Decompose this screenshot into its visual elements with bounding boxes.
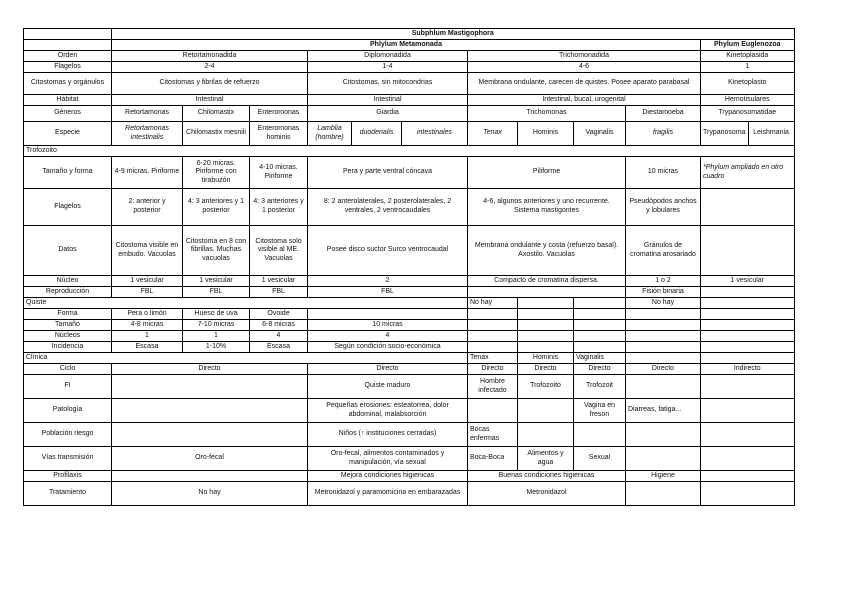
row-subphylum xyxy=(24,29,795,40)
phylum-metamonada-header: Phlylum Metamonada xyxy=(112,40,701,51)
fi-vaginalis: Trofozoit xyxy=(574,375,626,399)
row-trofo-datos xyxy=(24,226,795,276)
quiste-tamano-enteromonas: 6-8 micras xyxy=(250,320,308,331)
clinica-vaginalis: Vaginalis xyxy=(574,353,626,364)
row-label: Profilaxis xyxy=(24,471,112,482)
trofo-tamano-trichomonas: Piliforme xyxy=(468,157,626,189)
trofo-repro-chilomastix: FBL xyxy=(183,287,250,298)
row-label: Incidencia xyxy=(24,342,112,353)
trofo-flagelos-trichomonas: 4-6, algunos anteriores y uno recurrente. Sistema mastigontes xyxy=(468,189,626,226)
row-quiste-incidencia xyxy=(24,342,795,353)
ciclo-hominis: Directo xyxy=(518,364,574,375)
empty-cell xyxy=(468,287,626,298)
especie-leishmania: Leishmania xyxy=(748,122,794,146)
empty-cell xyxy=(626,331,701,342)
empty-cell xyxy=(574,423,626,447)
orden-diplomonadida: Diplomonadida xyxy=(308,51,468,62)
mastigophora-table xyxy=(23,28,795,506)
quiste-no-hay-diesta: No hay xyxy=(626,298,701,309)
trofo-tamano-giardia: Pera y parte ventral cóncava xyxy=(308,157,468,189)
trofo-repro-enteromonas: FBL xyxy=(250,287,308,298)
trofo-flagelos-diestamoeba: Pseudópodos anchos y lobulares xyxy=(626,189,701,226)
trofo-datos-chilomastix: Citostoma en 8 con fibrillas. Muchas vacuolas xyxy=(183,226,250,276)
empty-cell xyxy=(518,298,574,309)
row-quiste-nucleos xyxy=(24,331,795,342)
row-label: Tamaño y forma xyxy=(24,157,112,189)
empty-cell xyxy=(701,309,795,320)
genero-retortamonas: Retortamonas xyxy=(112,106,183,122)
quiste-incidencia-enteromonas: Escasa xyxy=(250,342,308,353)
empty-cell xyxy=(468,342,518,353)
vias-tenax: Boca-Boca xyxy=(468,447,518,471)
trofo-datos-giardia: Posee disco suctor Surco ventrocaudal xyxy=(308,226,468,276)
especie-lamblia: Lamblia (hombre) xyxy=(308,122,352,146)
row-label: Reproducción xyxy=(24,287,112,298)
subphylum-header: Subphlum Mastigophora xyxy=(112,29,795,40)
phylum-euglenozoa-header: Phylum Euglenozoa xyxy=(701,40,795,51)
row-poblacion xyxy=(24,423,795,447)
trofo-repro-retortamonas: FBL xyxy=(112,287,183,298)
genero-trichomonas: Trichomonas xyxy=(468,106,626,122)
empty-cell xyxy=(468,399,518,423)
quiste-incidencia-chilomastix: 1-10% xyxy=(183,342,250,353)
empty-cell xyxy=(518,309,574,320)
row-trofo-tamano xyxy=(24,157,795,189)
row-label: Especie xyxy=(24,122,112,146)
empty-cell xyxy=(626,342,701,353)
quiste-nucleos-retortamonas: 1 xyxy=(112,331,183,342)
quiste-nucleos-giardia: 4 xyxy=(308,331,468,342)
flagelos-kineto: 1 xyxy=(701,62,795,73)
poblacion-tenax: Bocas enfermas xyxy=(468,423,518,447)
empty-cell xyxy=(112,471,308,482)
trofo-nucleo-enteromonas: 1 vesicular xyxy=(250,276,308,287)
empty-cell xyxy=(701,287,795,298)
habitat-retorta: Intestinal xyxy=(112,95,308,106)
empty-cell xyxy=(701,320,795,331)
section-title: Clínica xyxy=(24,353,468,364)
quiste-tamano-retortamonas: 4-8 micras xyxy=(112,320,183,331)
empty-cell xyxy=(701,189,795,226)
genero-trypanosomatidae: Trypanosomatidae xyxy=(701,106,795,122)
ciclo-vaginalis: Directo xyxy=(574,364,626,375)
row-phylum xyxy=(24,40,795,51)
row-label: Tratamiento xyxy=(24,482,112,506)
empty-cell xyxy=(626,353,701,364)
empty-cell xyxy=(112,399,308,423)
row-quiste-tamano xyxy=(24,320,795,331)
row-label: Datos xyxy=(24,226,112,276)
empty-cell xyxy=(518,399,574,423)
empty-cell xyxy=(701,423,795,447)
empty-cell xyxy=(626,423,701,447)
quiste-no-hay-tricho: No hay xyxy=(468,298,518,309)
empty-cell xyxy=(701,331,795,342)
row-trofo-reproduccion xyxy=(24,287,795,298)
row-label: FI xyxy=(24,375,112,399)
especie-trypanosoma: Trypanosoma xyxy=(701,122,749,146)
section-quiste xyxy=(24,298,795,309)
especie-fragilis: fragilis xyxy=(626,122,701,146)
vias-vaginalis: Sexual xyxy=(574,447,626,471)
vias-hominis: Alimentos y agua xyxy=(518,447,574,471)
empty-cell xyxy=(574,342,626,353)
vias-retorta: Oro-fecal xyxy=(112,447,308,471)
profilaxis-diestamoeba: Higiene xyxy=(626,471,701,482)
section-title: Quiste xyxy=(24,298,468,309)
orden-kinetoplasida: Kinetoplasida xyxy=(701,51,795,62)
row-label: Núcleos xyxy=(24,331,112,342)
quiste-forma-enteromonas: Ovoide xyxy=(250,309,308,320)
orden-trichomonadida: Trichomonadida xyxy=(468,51,701,62)
citostoma-kineto: Kinetoplasto xyxy=(701,73,795,95)
empty-cell xyxy=(518,331,574,342)
trofo-flagelos-giardia: 8: 2 anterolaterales, 2 posterolaterales, 2 ventrales, 2 ventrocaudales xyxy=(308,189,468,226)
row-label: Población riesgo xyxy=(24,423,112,447)
empty-cell xyxy=(574,298,626,309)
especie-intestinales: intestinales xyxy=(402,122,468,146)
especie-duodenalis: duodenalis xyxy=(352,122,402,146)
empty-cell xyxy=(518,423,574,447)
empty-cell xyxy=(112,375,308,399)
ciclo-euglenozoa: Indirecto xyxy=(701,364,795,375)
quiste-nucleos-chilomastix: 1 xyxy=(183,331,250,342)
fi-tenax: Hombre infectado xyxy=(468,375,518,399)
empty-cell xyxy=(701,375,795,399)
empty-cell xyxy=(112,423,308,447)
trofo-tamano-retortamonas: 4-9 micras. Piriforme xyxy=(112,157,183,189)
row-vias xyxy=(24,447,795,471)
trofo-tamano-enteromonas: 4-10 micras. Piriforme xyxy=(250,157,308,189)
flagelos-tricho: 4-6 xyxy=(468,62,701,73)
empty-cell xyxy=(701,353,795,364)
empty-cell xyxy=(468,320,518,331)
fi-hominis: Trofozoito xyxy=(518,375,574,399)
flagelos-diplo: 1-4 xyxy=(308,62,468,73)
quiste-nucleos-enteromonas: 4 xyxy=(250,331,308,342)
ciclo-retorta: Directo xyxy=(112,364,308,375)
quiste-incidencia-giardia: Según condición socio-económica xyxy=(308,342,468,353)
ciclo-diestamoeba: Directo xyxy=(626,364,701,375)
orden-retortamonadida: Retortamonadida xyxy=(112,51,308,62)
empty-cell xyxy=(518,342,574,353)
genero-diestamoeba: Diestamoeba xyxy=(626,106,701,122)
row-label: Géneros xyxy=(24,106,112,122)
vias-giardia: Oro-fecal, alimentos contaminados y manipulación, vía sexual xyxy=(308,447,468,471)
empty-cell xyxy=(626,375,701,399)
quiste-incidencia-retortamonas: Escasa xyxy=(112,342,183,353)
patologia-vaginalis: Vagina en freson xyxy=(574,399,626,423)
empty-cell xyxy=(626,482,701,506)
row-label: Ciclo xyxy=(24,364,112,375)
quiste-forma-chilomastix: Hueso de uva xyxy=(183,309,250,320)
empty-cell xyxy=(701,342,795,353)
clinica-tenax: Tenax xyxy=(468,353,518,364)
row-label: Patología xyxy=(24,399,112,423)
row-fi xyxy=(24,375,795,399)
patologia-giardia: Pequeñas erosiones: esteatorrea, dolor abdominal, malabsorción xyxy=(308,399,468,423)
genero-giardia: Giardia xyxy=(308,106,468,122)
fi-giardia: Quiste maduro xyxy=(308,375,468,399)
row-profilaxis xyxy=(24,471,795,482)
genero-enteromonas: Enteromonas xyxy=(250,106,308,122)
quiste-tamano-giardia: 10 micras xyxy=(308,320,468,331)
empty-cell xyxy=(626,447,701,471)
tratamiento-retorta: No hay xyxy=(112,482,308,506)
empty-cell xyxy=(701,298,795,309)
row-flagelos xyxy=(24,62,795,73)
trofo-nucleo-euglenozoa: 1 vesicular xyxy=(701,276,795,287)
row-label: Núcleo xyxy=(24,276,112,287)
especie-enteromonas: Enteromonas hominis xyxy=(250,122,308,146)
row-label: Hábitat xyxy=(24,95,112,106)
trofo-datos-trichomonas: Membrana ondulante y costa (refuerzo basal). Axostilo. Vacuolas xyxy=(468,226,626,276)
empty-cell xyxy=(518,320,574,331)
row-habitat xyxy=(24,95,795,106)
flagelos-retorta: 2-4 xyxy=(112,62,308,73)
trofo-flagelos-retortamonas: 2: anterior y posterior xyxy=(112,189,183,226)
especie-chilomastix: Chilomastix mesnili xyxy=(183,122,250,146)
trofo-flagelos-chilomastix: 4: 3 anteriores y 1 posterior xyxy=(183,189,250,226)
trofo-nucleo-chilomastix: 1 vesicular xyxy=(183,276,250,287)
trofo-tamano-chilomastix: 6-20 micras. Piriforme con tirabuzón xyxy=(183,157,250,189)
row-quiste-forma xyxy=(24,309,795,320)
citostoma-diplo: Citostomas, sin mitocondrias xyxy=(308,73,468,95)
especie-retortamonas: Retortamonas intestinalis xyxy=(112,122,183,146)
empty-cell xyxy=(574,331,626,342)
row-label: Orden xyxy=(24,51,112,62)
citostoma-tricho: Membrana ondulante, carecen de quistes. Posee aparato parabasal xyxy=(468,73,701,95)
especie-hominis: Hominis xyxy=(518,122,574,146)
trofo-repro-giardia: FBL xyxy=(308,287,468,298)
quiste-forma-retortamonas: Pera o limón xyxy=(112,309,183,320)
row-label: Flagelos xyxy=(24,62,112,73)
row-especie xyxy=(24,122,795,146)
trofo-nucleo-retortamonas: 1 vesicular xyxy=(112,276,183,287)
empty-cell xyxy=(701,399,795,423)
trofo-datos-diestamoeba: Gránulos de cromatina arosariado xyxy=(626,226,701,276)
tratamiento-tricho: Metronidazol xyxy=(468,482,626,506)
section-trofozoito xyxy=(24,146,795,157)
trofo-nucleo-giardia: 2 xyxy=(308,276,468,287)
trofo-tamano-diestamoeba: 10 micras xyxy=(626,157,701,189)
clinica-hominis: Hominis xyxy=(518,353,574,364)
habitat-kineto: Hemotisulares xyxy=(701,95,795,106)
trofo-datos-retortamonas: Citostoma visible en embudo. Vacuolas xyxy=(112,226,183,276)
especie-tenax: Tenax xyxy=(468,122,518,146)
row-trofo-nucleo xyxy=(24,276,795,287)
citostoma-retorta: Citostomas y fibrilas de refuerzo xyxy=(112,73,308,95)
trofo-tamano-euglenozoa-note: *Phylum ampliado en otro cuadro xyxy=(701,157,795,189)
empty-cell xyxy=(701,447,795,471)
row-label: Flagelos xyxy=(24,189,112,226)
row-trofo-flagelos xyxy=(24,189,795,226)
section-title: Trofozoito xyxy=(24,146,795,157)
ciclo-tenax: Directo xyxy=(468,364,518,375)
tratamiento-giardia: Metronidazol y paramomicina en embarazadas xyxy=(308,482,468,506)
trofo-nucleo-trichomonas: Compacto de cromatina dispersa. xyxy=(468,276,626,287)
corner-cell xyxy=(24,29,112,40)
row-label: Tamaño xyxy=(24,320,112,331)
poblacion-giardia: Niños (↑ instituciones cerradas) xyxy=(308,423,468,447)
row-label: Vías transmisión xyxy=(24,447,112,471)
empty-cell xyxy=(701,482,795,506)
empty-cell xyxy=(468,331,518,342)
empty-cell xyxy=(24,40,112,51)
empty-cell xyxy=(468,309,518,320)
patologia-diestamoeba: Diarreas, fatiga... xyxy=(626,399,701,423)
profilaxis-tricho: Buenas condiciones higienicas xyxy=(468,471,626,482)
trofo-nucleo-diestamoeba: 1 o 2 xyxy=(626,276,701,287)
row-orden xyxy=(24,51,795,62)
especie-vaginalis: Vaginalis xyxy=(574,122,626,146)
habitat-diplo: Intestinal xyxy=(308,95,468,106)
empty-cell xyxy=(701,226,795,276)
profilaxis-giardia: Mejora condiciones higienicas xyxy=(308,471,468,482)
row-label: Forma xyxy=(24,309,112,320)
genero-chilomastix: Chilomastix xyxy=(183,106,250,122)
empty-cell xyxy=(701,471,795,482)
quiste-tamano-chilomastix: 7-10 micras xyxy=(183,320,250,331)
row-patologia xyxy=(24,399,795,423)
ciclo-giardia: Directo xyxy=(308,364,468,375)
row-ciclo xyxy=(24,364,795,375)
empty-cell xyxy=(626,309,701,320)
trofo-datos-enteromonas: Citostoma solo visible al ME. Vacuolas xyxy=(250,226,308,276)
empty-cell xyxy=(308,309,468,320)
row-label: Citostomas y orgánulos xyxy=(24,73,112,95)
habitat-tricho: Intestinal, bucal, urogenital xyxy=(468,95,701,106)
row-tratamiento xyxy=(24,482,795,506)
section-clinica xyxy=(24,353,795,364)
empty-cell xyxy=(574,309,626,320)
row-citostoma xyxy=(24,73,795,95)
empty-cell xyxy=(574,320,626,331)
trofo-repro-diestamoeba: Fisión binaria xyxy=(626,287,701,298)
row-generos xyxy=(24,106,795,122)
empty-cell xyxy=(626,320,701,331)
trofo-flagelos-enteromonas: 4: 3 anteriores y 1 posterior xyxy=(250,189,308,226)
